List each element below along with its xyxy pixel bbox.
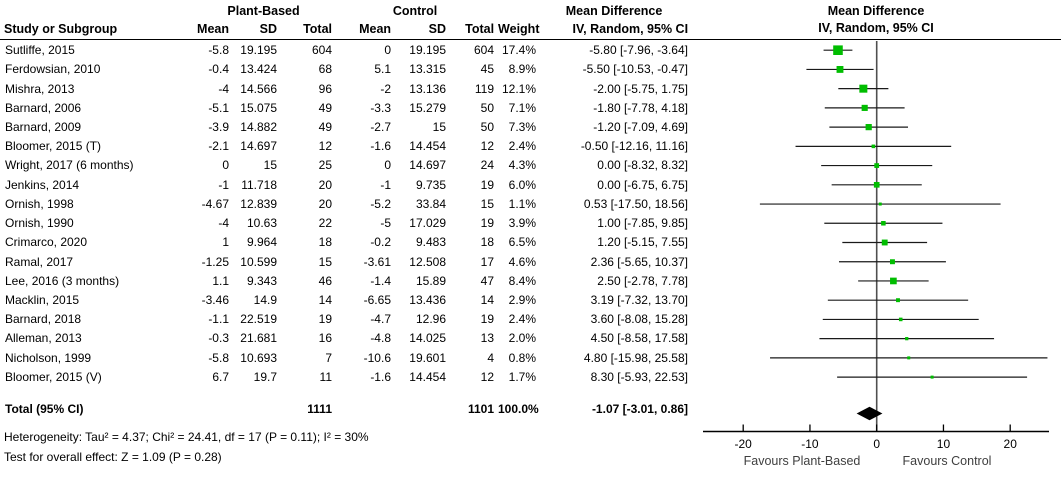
value-cell: -3.61 bbox=[363, 254, 391, 269]
value-cell: 7 bbox=[325, 350, 332, 365]
value-cell: -4 bbox=[218, 81, 229, 96]
value-cell: 15.075 bbox=[240, 100, 277, 115]
value-cell: 47 bbox=[480, 273, 494, 288]
forest-plot bbox=[700, 0, 1061, 480]
value-cell: 11 bbox=[319, 369, 332, 384]
value-cell: 12.508 bbox=[409, 254, 446, 269]
study-name-cell: Ferdowsian, 2010 bbox=[5, 62, 101, 77]
value-cell: 11.718 bbox=[241, 177, 277, 192]
value-cell: 49 bbox=[318, 100, 332, 115]
value-cell: 9.964 bbox=[246, 235, 277, 250]
total-pb-total: 1111 bbox=[307, 402, 332, 417]
group-header-mean-difference: Mean Difference bbox=[565, 4, 663, 18]
value-cell: 1.1% bbox=[508, 196, 536, 211]
value-cell: -1.20 [-7.09, 4.69] bbox=[593, 119, 688, 134]
study-row bbox=[0, 195, 692, 214]
study-row bbox=[0, 156, 692, 175]
value-cell: -4 bbox=[218, 216, 229, 231]
study-name-cell: Crimarco, 2020 bbox=[5, 235, 88, 250]
total-weight: 100.0% bbox=[498, 402, 539, 417]
value-cell: -3.3 bbox=[370, 100, 391, 115]
study-name-cell: Nicholson, 1999 bbox=[5, 350, 92, 365]
value-cell: 1.7% bbox=[508, 369, 536, 384]
value-cell: -1.6 bbox=[370, 139, 391, 154]
value-cell: 0 bbox=[384, 43, 391, 58]
study-name-cell: Mishra, 2013 bbox=[5, 81, 75, 96]
value-cell: 0.53 [-17.50, 18.56] bbox=[583, 196, 688, 211]
value-cell: 15 bbox=[318, 254, 332, 269]
spacer bbox=[0, 2, 195, 20]
value-cell: 6.0% bbox=[508, 177, 536, 192]
value-cell: 604 bbox=[311, 43, 332, 58]
value-cell: 5.1 bbox=[374, 62, 391, 77]
value-cell: -1.25 bbox=[201, 254, 229, 269]
value-cell: -2.7 bbox=[370, 119, 391, 134]
value-cell: 2.4% bbox=[508, 139, 536, 154]
value-cell: 6.7 bbox=[212, 369, 229, 384]
value-cell: 9.343 bbox=[246, 273, 277, 288]
value-cell: 17.4% bbox=[501, 43, 536, 58]
value-cell: 50 bbox=[480, 100, 494, 115]
favours-right-label: Favours Control bbox=[902, 454, 992, 468]
spacer bbox=[498, 2, 540, 20]
plot-header-line2: IV, Random, 95% CI bbox=[818, 21, 934, 35]
value-cell: -5.1 bbox=[208, 100, 229, 115]
value-cell: 4.80 [-15.98, 25.58] bbox=[583, 350, 688, 365]
study-rows bbox=[0, 41, 692, 387]
value-cell: 33.84 bbox=[415, 196, 446, 211]
value-cell: 14.454 bbox=[409, 369, 446, 384]
value-cell: 19.601 bbox=[409, 350, 446, 365]
axis-tick-label: -20 bbox=[734, 437, 752, 451]
value-cell: 7.1% bbox=[508, 100, 536, 115]
effect-marker bbox=[905, 337, 908, 340]
study-name-cell: Alleman, 2013 bbox=[5, 331, 82, 346]
group-header-control: Control bbox=[392, 4, 438, 18]
col-header-c-total: Total bbox=[465, 22, 495, 36]
value-cell: 68 bbox=[318, 62, 332, 77]
heterogeneity-text: Heterogeneity: Tau² = 4.37; Chi² = 24.41, df = 17 (P = 0.11); I² = 30% bbox=[4, 430, 369, 444]
effect-marker bbox=[874, 182, 880, 188]
value-cell: 14.9 bbox=[253, 292, 277, 307]
value-cell: 0.00 [-6.75, 6.75] bbox=[597, 177, 688, 192]
effect-marker bbox=[862, 105, 868, 111]
value-cell: -3.46 bbox=[201, 292, 229, 307]
study-row bbox=[0, 214, 692, 233]
value-cell: 10.63 bbox=[246, 216, 277, 231]
axis-tick-label: -10 bbox=[801, 437, 819, 451]
value-cell: 7.3% bbox=[508, 119, 536, 134]
value-cell: 14.566 bbox=[240, 81, 277, 96]
value-cell: -1.1 bbox=[208, 312, 229, 327]
study-row bbox=[0, 79, 692, 98]
value-cell: -2.00 [-5.75, 1.75] bbox=[593, 81, 688, 96]
effect-marker bbox=[896, 298, 900, 302]
value-cell: 12 bbox=[480, 369, 494, 384]
study-name-cell: Ornish, 1998 bbox=[5, 196, 74, 211]
value-cell: 19.7 bbox=[253, 369, 277, 384]
study-name-cell: Barnard, 2009 bbox=[5, 119, 82, 134]
study-row bbox=[0, 329, 692, 348]
value-cell: -0.50 [-12.16, 11.16] bbox=[580, 139, 688, 154]
effect-marker bbox=[907, 356, 910, 359]
study-name-cell: Wright, 2017 (6 months) bbox=[5, 158, 134, 173]
value-cell: 50 bbox=[480, 119, 494, 134]
effect-marker bbox=[866, 124, 872, 130]
value-cell: 1 bbox=[222, 235, 229, 250]
value-cell: 2.36 [-5.65, 10.37] bbox=[590, 254, 688, 269]
study-name-cell: Bloomer, 2015 (T) bbox=[5, 139, 102, 154]
overall-effect-text: Test for overall effect: Z = 1.09 (P = 0.28) bbox=[4, 450, 222, 464]
value-cell: 12.839 bbox=[240, 196, 277, 211]
study-row bbox=[0, 252, 692, 271]
value-cell: 22.519 bbox=[240, 312, 277, 327]
value-cell: 2.9% bbox=[508, 292, 536, 307]
plot-header-line1: Mean Difference bbox=[827, 4, 925, 18]
value-cell: 22 bbox=[318, 216, 332, 231]
study-row bbox=[0, 176, 692, 195]
effect-marker bbox=[833, 45, 843, 55]
value-cell: 14.882 bbox=[240, 119, 277, 134]
effect-marker bbox=[882, 240, 888, 246]
study-row bbox=[0, 349, 692, 368]
value-cell: 14.697 bbox=[409, 158, 446, 173]
effect-marker bbox=[890, 259, 895, 264]
study-name-cell: Ornish, 1990 bbox=[5, 216, 74, 231]
value-cell: 13 bbox=[480, 331, 494, 346]
effect-marker bbox=[837, 66, 844, 73]
effect-marker bbox=[859, 85, 867, 93]
value-cell: 2.50 [-2.78, 7.78] bbox=[597, 273, 688, 288]
value-cell: 19 bbox=[318, 312, 332, 327]
value-cell: 17 bbox=[480, 254, 494, 269]
value-cell: 24 bbox=[480, 158, 494, 173]
value-cell: 49 bbox=[318, 119, 332, 134]
col-header-study: Study or Subgroup bbox=[4, 22, 118, 36]
value-cell: 8.4% bbox=[508, 273, 536, 288]
col-header-c-mean: Mean bbox=[359, 22, 392, 36]
value-cell: 604 bbox=[473, 43, 494, 58]
value-cell: 12 bbox=[480, 139, 494, 154]
value-cell: -2 bbox=[380, 81, 391, 96]
value-cell: -6.65 bbox=[363, 292, 391, 307]
effect-marker bbox=[879, 203, 882, 206]
study-row bbox=[0, 99, 692, 118]
pooled-diamond bbox=[857, 407, 883, 420]
value-cell: 14.697 bbox=[240, 139, 277, 154]
study-name-cell: Barnard, 2006 bbox=[5, 100, 82, 115]
value-cell: 10.693 bbox=[240, 350, 277, 365]
value-cell: 8.30 [-5.93, 22.53] bbox=[590, 369, 688, 384]
value-cell: 17.029 bbox=[409, 216, 446, 231]
value-cell: 14.025 bbox=[409, 331, 446, 346]
value-cell: 15 bbox=[480, 196, 494, 211]
value-cell: -5.50 [-10.53, -0.47] bbox=[582, 62, 688, 77]
study-name-cell: Macklin, 2015 bbox=[5, 292, 80, 307]
value-cell: 13.436 bbox=[409, 292, 446, 307]
value-cell: 46 bbox=[318, 273, 332, 288]
study-row bbox=[0, 272, 692, 291]
study-name-cell: Sutliffe, 2015 bbox=[5, 43, 75, 58]
value-cell: 6.5% bbox=[508, 235, 536, 250]
value-cell: -0.3 bbox=[208, 331, 229, 346]
effect-marker bbox=[931, 376, 934, 379]
spacer-row bbox=[0, 387, 692, 400]
study-row bbox=[0, 137, 692, 156]
value-cell: 4.3% bbox=[508, 158, 536, 173]
value-cell: -5.80 [-7.96, -3.64] bbox=[589, 43, 688, 58]
effect-marker bbox=[899, 318, 903, 322]
value-cell: -5 bbox=[380, 216, 391, 231]
value-cell: 19 bbox=[480, 312, 494, 327]
value-cell: 14.454 bbox=[409, 139, 446, 154]
value-cell: 45 bbox=[480, 62, 494, 77]
value-cell: 13.315 bbox=[409, 62, 446, 77]
value-cell: 19 bbox=[480, 177, 494, 192]
value-cell: 0 bbox=[384, 158, 391, 173]
value-cell: -0.2 bbox=[370, 235, 391, 250]
study-row bbox=[0, 60, 692, 79]
col-header-weight: Weight bbox=[498, 22, 540, 36]
value-cell: 119 bbox=[474, 81, 494, 96]
value-cell: -5.2 bbox=[370, 196, 391, 211]
study-row bbox=[0, 118, 692, 137]
col-header-pb-total: Total bbox=[303, 22, 333, 36]
col-header-pb-mean: Mean bbox=[197, 22, 229, 36]
value-cell: 15.89 bbox=[415, 273, 446, 288]
value-cell: -1.4 bbox=[370, 273, 391, 288]
value-cell: 18 bbox=[318, 235, 332, 250]
value-cell: 18 bbox=[480, 235, 494, 250]
favours-left-label: Favours Plant-Based bbox=[743, 454, 861, 468]
value-cell: 8.9% bbox=[508, 62, 536, 77]
value-cell: 2.0% bbox=[508, 331, 536, 346]
col-header-c-sd: SD bbox=[428, 22, 447, 36]
value-cell: 0.00 [-8.32, 8.32] bbox=[597, 158, 688, 173]
effect-marker bbox=[874, 163, 879, 168]
study-name-cell: Barnard, 2018 bbox=[5, 312, 82, 327]
value-cell: 0.8% bbox=[508, 350, 536, 365]
value-cell: 15.279 bbox=[409, 100, 446, 115]
value-cell: 4 bbox=[487, 350, 494, 365]
value-cell: 15 bbox=[432, 119, 446, 134]
study-row bbox=[0, 291, 692, 310]
study-table bbox=[0, 41, 692, 420]
value-cell: -5.8 bbox=[208, 43, 229, 58]
study-row bbox=[0, 41, 692, 60]
value-cell: 20 bbox=[318, 196, 332, 211]
value-cell: -2.1 bbox=[208, 139, 229, 154]
group-header-plant-based: Plant-Based bbox=[227, 4, 300, 18]
value-cell: -4.8 bbox=[370, 331, 391, 346]
value-cell: 12.1% bbox=[501, 81, 536, 96]
value-cell: 13.136 bbox=[409, 81, 446, 96]
value-cell: 12.96 bbox=[415, 312, 446, 327]
value-cell: 14 bbox=[480, 292, 494, 307]
value-cell: 15 bbox=[263, 158, 277, 173]
value-cell: -4.67 bbox=[201, 196, 229, 211]
value-cell: 2.4% bbox=[508, 312, 536, 327]
value-cell: 9.483 bbox=[415, 235, 446, 250]
value-cell: 21.681 bbox=[240, 331, 277, 346]
value-cell: -5.8 bbox=[208, 350, 229, 365]
value-cell: -4.7 bbox=[370, 312, 391, 327]
col-header-pb-sd: SD bbox=[259, 22, 277, 36]
table-header bbox=[0, 2, 692, 38]
value-cell: -10.6 bbox=[363, 350, 391, 365]
value-cell: -3.9 bbox=[208, 119, 229, 134]
axis-tick-label: 20 bbox=[1003, 437, 1017, 451]
value-cell: 19.195 bbox=[240, 43, 277, 58]
effect-marker bbox=[890, 278, 897, 285]
value-cell: 1.20 [-5.15, 7.55] bbox=[597, 235, 688, 250]
value-cell: 19.195 bbox=[409, 43, 446, 58]
column-header-row bbox=[0, 20, 692, 38]
value-cell: 14 bbox=[318, 292, 332, 307]
value-cell: 16 bbox=[318, 331, 332, 346]
col-header-ci: IV, Random, 95% CI bbox=[572, 22, 689, 36]
value-cell: 20 bbox=[318, 177, 332, 192]
value-cell: 10.599 bbox=[240, 254, 277, 269]
total-ci: -1.07 [-3.01, 0.86] bbox=[591, 402, 688, 417]
value-cell: 12 bbox=[318, 139, 332, 154]
value-cell: 19 bbox=[480, 216, 494, 231]
study-name-cell: Ramal, 2017 bbox=[5, 254, 74, 269]
value-cell: -1.6 bbox=[370, 369, 391, 384]
value-cell: -1 bbox=[380, 177, 391, 192]
value-cell: 25 bbox=[318, 158, 332, 173]
forest-plot-svg bbox=[700, 0, 1061, 480]
total-label: Total (95% CI) bbox=[5, 402, 84, 417]
study-name-cell: Bloomer, 2015 (V) bbox=[5, 369, 102, 384]
value-cell: 1.00 [-7.85, 9.85] bbox=[597, 216, 688, 231]
total-row bbox=[0, 400, 692, 420]
value-cell: 4.50 [-8.58, 17.58] bbox=[590, 331, 688, 346]
value-cell: 1.1 bbox=[212, 273, 229, 288]
group-header-row bbox=[0, 2, 692, 20]
value-cell: -0.4 bbox=[208, 62, 229, 77]
value-cell: 3.60 [-8.08, 15.28] bbox=[590, 312, 688, 327]
value-cell: 9.735 bbox=[415, 177, 446, 192]
value-cell: 13.424 bbox=[240, 62, 277, 77]
axis-tick-label: 10 bbox=[936, 437, 951, 451]
study-row bbox=[0, 233, 692, 252]
effect-marker bbox=[881, 221, 886, 226]
total-c-total: 1101 bbox=[467, 402, 494, 417]
value-cell: -1.80 [-7.78, 4.18] bbox=[593, 100, 688, 115]
study-name-cell: Lee, 2016 (3 months) bbox=[5, 273, 120, 288]
value-cell: 96 bbox=[318, 81, 332, 96]
study-name-cell: Jenkins, 2014 bbox=[5, 177, 80, 192]
value-cell: 3.9% bbox=[508, 216, 536, 231]
study-row bbox=[0, 310, 692, 329]
study-row bbox=[0, 368, 692, 387]
value-cell: 4.6% bbox=[508, 254, 536, 269]
effect-marker bbox=[872, 145, 876, 149]
value-cell: 0 bbox=[222, 158, 229, 173]
value-cell: -1 bbox=[218, 177, 229, 192]
value-cell: 3.19 [-7.32, 13.70] bbox=[590, 292, 688, 307]
axis-tick-label: 0 bbox=[873, 437, 881, 451]
